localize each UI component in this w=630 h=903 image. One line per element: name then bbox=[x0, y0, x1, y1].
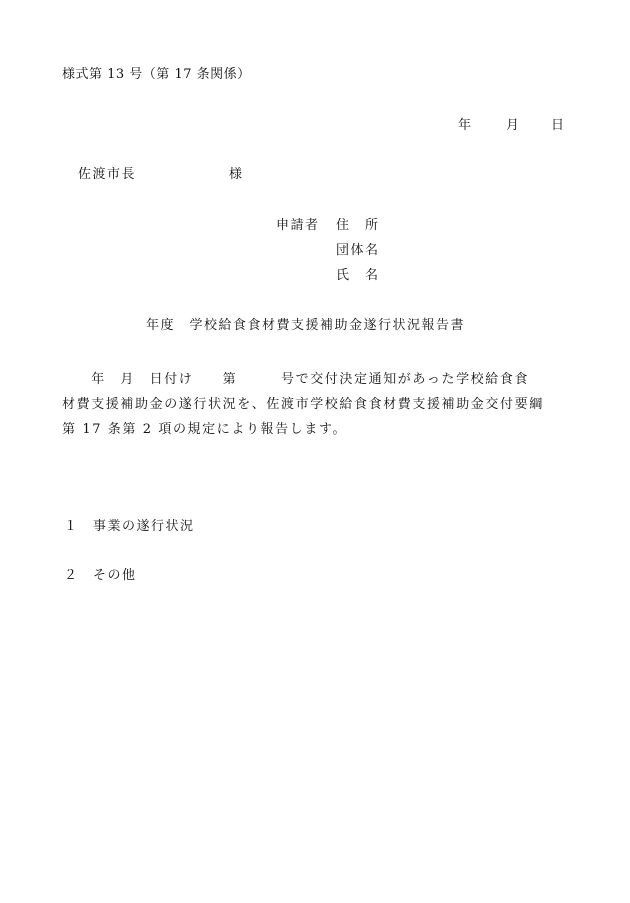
applicant-address-label: 住 所 bbox=[336, 218, 380, 233]
addressee-name: 佐渡市長 bbox=[78, 167, 137, 182]
date-year-label: 年 bbox=[458, 118, 472, 133]
applicant-org-label: 団体名 bbox=[336, 243, 380, 258]
applicant-name-label: 氏 名 bbox=[336, 268, 380, 283]
form-number: 様式第 13 号（第 17 条関係） bbox=[62, 67, 251, 82]
date-day-label: 日 bbox=[551, 118, 565, 133]
item-number: ２ bbox=[64, 568, 79, 583]
list-item bbox=[64, 519, 195, 535]
document-title: 年度 学校給食食材費支援補助金遂行状況報告書 bbox=[146, 318, 466, 333]
item-label: その他 bbox=[93, 568, 137, 583]
applicant-label: 申請者 bbox=[276, 218, 320, 233]
item-label: 事業の遂行状況 bbox=[93, 519, 195, 534]
report-body-paragraph bbox=[62, 367, 578, 442]
body-line-2: 材費支援補助金の遂行状況を、佐渡市学校給食食材費支援補助金交付要綱 bbox=[62, 397, 544, 412]
body-line-3: 第 17 条第 2 項の規定により報告します。 bbox=[62, 422, 348, 437]
date-month-label: 月 bbox=[506, 118, 520, 133]
item-number: １ bbox=[64, 519, 79, 534]
body-line-1: 年 月 日付け 第 号で交付決定通知があった学校給食食 bbox=[62, 372, 530, 387]
list-item bbox=[64, 568, 137, 584]
addressee-suffix: 様 bbox=[229, 167, 243, 182]
